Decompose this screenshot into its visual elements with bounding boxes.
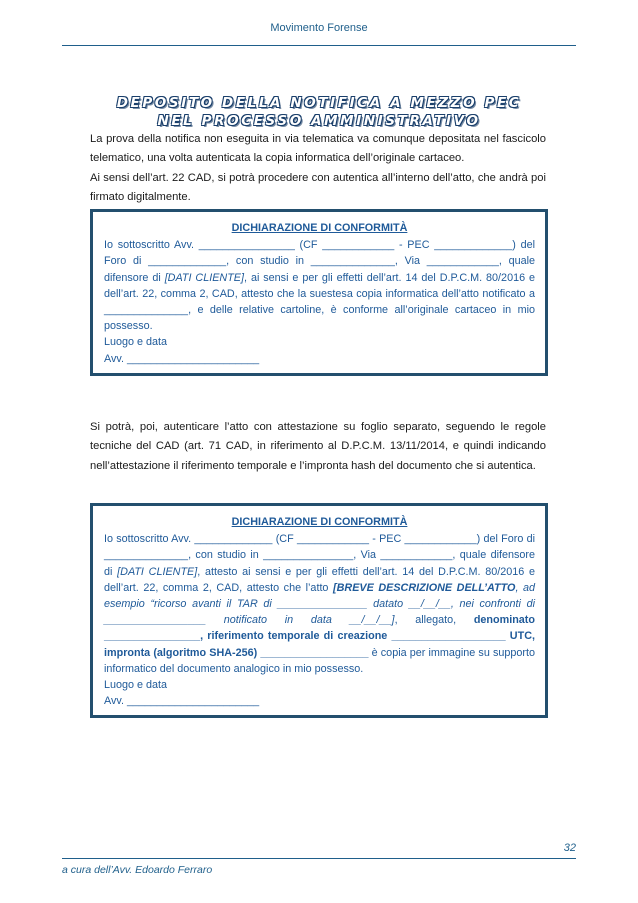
declaration-text: , allegato, (394, 614, 457, 627)
brief-description-example: , ad esempio “ricorso avanti il TAR di _______________ datato __/__/__, nei confronti di _________________ notificato in data __/__/__] (104, 581, 536, 627)
place-date: Luogo e data (104, 679, 168, 692)
declaration-text: , ai sensi e per gli effetti dell’art. 14 del D.P.C.M. 80/2016 e dell’art. 22, comma 2, CAD, attesto che la suestesa copia informatica dell’atto notificato a ______________, e delle relative cartoline, è conforme all’originale cartaceo in mio possesso. (104, 271, 536, 333)
declaration-body (104, 531, 535, 677)
client-placeholder: [DATI CLIENTE] (117, 565, 198, 578)
running-header: Movimento Forense (270, 22, 368, 34)
declaration-heading: DICHIARAZIONE DI CONFORMITÀ (231, 222, 408, 234)
timestamp-hash-fields: denominato ________________, riferimento temporale di creazione ___________________ UTC, impronta (algoritmo SHA-256) __________________ (104, 614, 535, 659)
footer-rule (62, 858, 576, 859)
intro-paragraph (90, 130, 546, 208)
section-title-line-2: NEL PROCESSO AMMINISTRATIVO (157, 113, 481, 129)
declaration-heading: DICHIARAZIONE DI CONFORMITÀ (231, 516, 408, 528)
middle-text: Si potrà, poi, autenticare l’atto con attestazione su foglio separato, seguendo le regole tecniche del CAD (art. 71 CAD, in riferimento al D.P.C.M. 13/11/2014, e quindi indicando nell’attestazione il riferimento temporale e l’impronta hash del documento che si autentica. (90, 421, 546, 472)
section-title-line-1: DEPOSITO DELLA NOTIFICA A MEZZO PEC (116, 95, 522, 111)
declaration-text: Io sottoscritto Avv. ________________ (CF ____________ - PEC _____________) del Foro di _____________, con studio in ______________, Via ____________, quale difensore di (104, 239, 535, 284)
declaration-body (104, 237, 535, 334)
brief-description-label: [BREVE DESCRIZIONE DELL’ATTO (333, 581, 516, 594)
declaration-box-1 (90, 209, 548, 376)
intro-text-1: La prova della notifica non eseguita in via telematica va comunque depositata nel fascicolo telematico, una volta autenticata la copia informatica dell’originale cartaceo. (90, 133, 546, 165)
footer-author: a cura dell’Avv. Edoardo Ferraro (62, 864, 213, 876)
intro-text-2: Ai sensi dell’art. 22 CAD, si potrà procedere con autentica all’interno dell’atto, che andrà poi firmato digitalmente. (90, 171, 546, 204)
middle-paragraph (90, 418, 546, 476)
section-title (82, 94, 556, 130)
declaration-text: , attesto ai sensi e per gli effetti dell’art. 14 del D.P.C.M. 80/2016 e dell’art. 22, comma 2, CAD, attesto che l’atto (104, 565, 536, 594)
signature-line: Avv. ______________________ (104, 352, 260, 365)
declaration-box-2 (90, 503, 548, 718)
client-placeholder: [DATI CLIENTE] (164, 271, 245, 284)
signature-line: Avv. ______________________ (104, 695, 260, 708)
page-number: 32 (563, 842, 576, 854)
place-date: Luogo e data (104, 336, 168, 349)
declaration-text: è copia per immagine su supporto informatico del documento analogico in mio possesso. (104, 646, 535, 675)
header-rule (62, 45, 576, 46)
declaration-text: Io sottoscritto Avv. _____________ (CF ____________ - PEC ____________) del Foro di ______________, con studio in _______________, Via ____________, quale difensore di (104, 533, 535, 578)
